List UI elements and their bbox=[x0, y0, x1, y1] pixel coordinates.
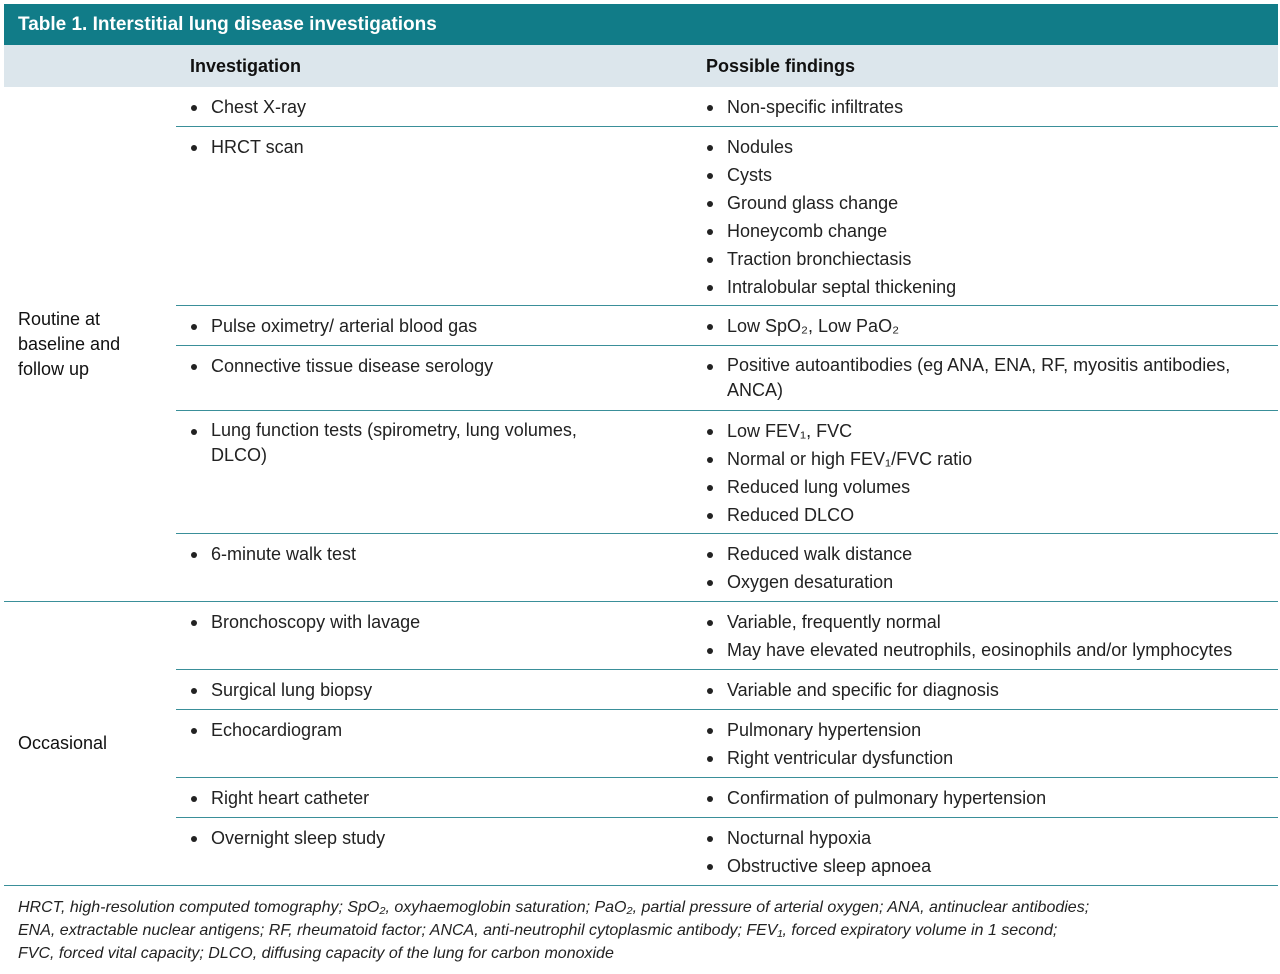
finding-item: Reduced lung volumes bbox=[706, 473, 1266, 501]
finding-item: Low SpO₂, Low PaO₂ bbox=[706, 312, 1266, 340]
finding-item: Oxygen desaturation bbox=[706, 568, 1266, 596]
finding-item: Reduced walk distance bbox=[706, 540, 1266, 568]
investigation-item: Pulse oximetry/ arterial blood gas bbox=[190, 312, 590, 340]
footnote-line: ENA, extractable nuclear antigens; RF, rheumatoid factor; ANCA, anti-neutrophil cytoplasmic antibody; FEV₁, forced expiratory volume in 1 second; bbox=[18, 922, 1058, 939]
row-divider bbox=[176, 777, 1278, 778]
finding-item: Variable, frequently normal bbox=[706, 608, 1266, 636]
finding-item: Pulmonary hypertension bbox=[706, 716, 1266, 744]
investigation-item: Chest X-ray bbox=[190, 93, 590, 121]
investigation-item: Right heart catheter bbox=[190, 784, 590, 812]
row-divider bbox=[176, 410, 1278, 411]
finding-item: Non-specific infiltrates bbox=[706, 93, 1266, 121]
finding-item: Nodules bbox=[706, 133, 1266, 161]
column-header-investigation: Investigation bbox=[190, 56, 302, 76]
finding-item: Nocturnal hypoxia bbox=[706, 824, 1266, 852]
finding-item: Positive autoantibodies (eg ANA, ENA, RF, myositis antibodies, ANCA) bbox=[706, 352, 1246, 403]
group-divider bbox=[4, 601, 1278, 602]
investigation-item: HRCT scan bbox=[190, 133, 590, 161]
row-divider bbox=[176, 533, 1278, 534]
investigation-item: Lung function tests (spirometry, lung volumes, DLCO) bbox=[190, 417, 580, 468]
finding-item: Variable and specific for diagnosis bbox=[706, 676, 1266, 704]
footnote-line: FVC, forced vital capacity; DLCO, diffusing capacity of the lung for carbon monoxide bbox=[18, 945, 614, 962]
finding-item: Low FEV₁, FVC bbox=[706, 417, 1266, 445]
row-divider bbox=[176, 126, 1278, 127]
investigation-item: Bronchoscopy with lavage bbox=[190, 608, 590, 636]
group-label-line: Occasional bbox=[18, 733, 108, 753]
finding-item: Intralobular septal thickening bbox=[706, 273, 1266, 301]
row-divider bbox=[176, 305, 1278, 306]
row-divider bbox=[176, 709, 1278, 710]
investigation-item: Overnight sleep study bbox=[190, 824, 590, 852]
table-bottom-rule bbox=[4, 885, 1278, 886]
group-label-line: baseline and bbox=[18, 334, 121, 354]
group-label-line: Routine at bbox=[18, 309, 101, 329]
group-label-occasional bbox=[18, 731, 107, 756]
column-header-findings: Possible findings bbox=[706, 56, 856, 76]
group-label-line: follow up bbox=[18, 359, 90, 379]
finding-item: Confirmation of pulmonary hypertension bbox=[706, 784, 1266, 812]
finding-item: Normal or high FEV₁/FVC ratio bbox=[706, 445, 1266, 473]
row-divider bbox=[176, 669, 1278, 670]
table-footnote bbox=[18, 896, 1258, 965]
investigation-item: 6-minute walk test bbox=[190, 540, 590, 568]
finding-item: Reduced DLCO bbox=[706, 501, 1266, 529]
finding-item: Honeycomb change bbox=[706, 217, 1266, 245]
footnote-line: HRCT, high-resolution computed tomography; SpO₂, oxyhaemoglobin saturation; PaO₂, partial pressure of arterial oxygen; ANA, antinuclear antibodies; bbox=[18, 899, 1090, 916]
group-label-routine bbox=[18, 307, 120, 382]
row-divider bbox=[176, 817, 1278, 818]
finding-item: Traction bronchiectasis bbox=[706, 245, 1266, 273]
investigation-item: Echocardiogram bbox=[190, 716, 590, 744]
investigation-item: Connective tissue disease serology bbox=[190, 352, 590, 380]
finding-item: Ground glass change bbox=[706, 189, 1266, 217]
investigation-item: Surgical lung biopsy bbox=[190, 676, 590, 704]
row-divider bbox=[176, 345, 1278, 346]
finding-item: May have elevated neutrophils, eosinophils and/or lymphocytes bbox=[706, 636, 1266, 664]
table-title: Table 1. Interstitial lung disease investigations bbox=[4, 4, 1278, 45]
finding-item: Cysts bbox=[706, 161, 1266, 189]
finding-item: Right ventricular dysfunction bbox=[706, 744, 1266, 772]
finding-item: Obstructive sleep apnoea bbox=[706, 852, 1266, 880]
